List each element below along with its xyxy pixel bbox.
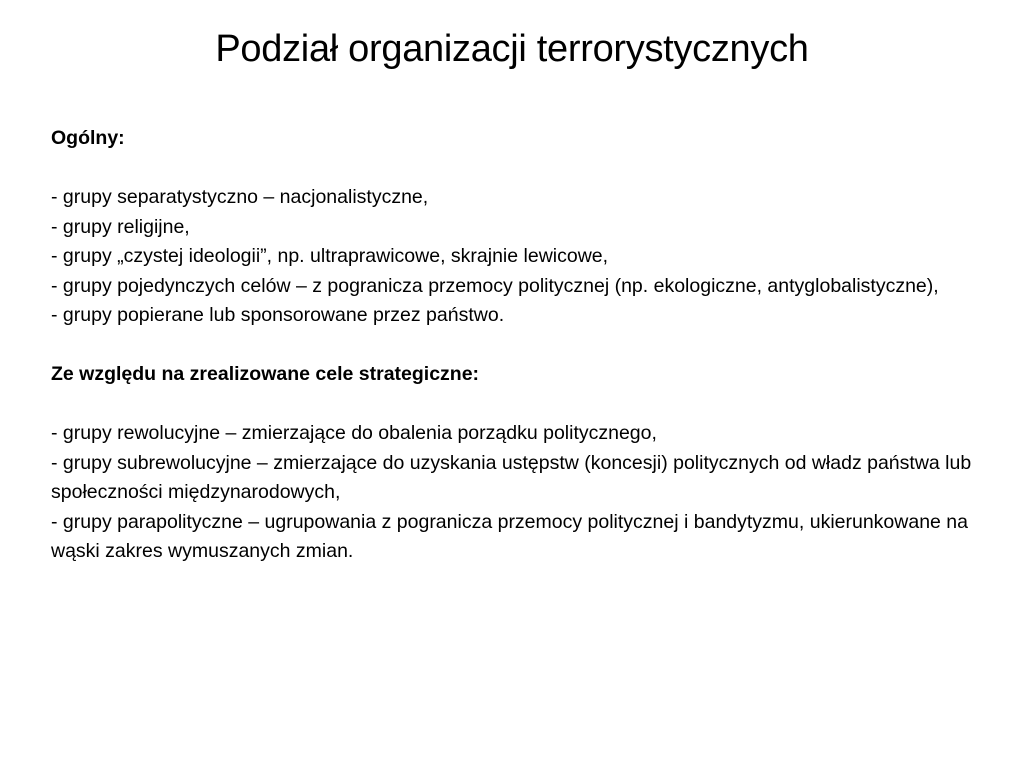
section-strategic xyxy=(51,360,981,567)
list-item-parapolitical: - grupy parapolityczne – ugrupowania z pogranicza przemocy politycznej i bandytyzmu, ukierunkowane na wąski zakres wymuszanych zmian. xyxy=(51,510,968,562)
list-item-religious: - grupy religijne, xyxy=(51,215,190,238)
list-item-revolutionary: - grupy rewolucyjne – zmierzające do obalenia porządku politycznego, xyxy=(51,422,657,444)
slide-content xyxy=(51,124,981,567)
section-heading-general: Ogólny: xyxy=(51,127,125,149)
list-item-state-sponsored: - grupy popierane lub sponsorowane przez państwo. xyxy=(51,304,505,326)
section-heading-strategic: Ze względu na zrealizowane cele strategiczne: xyxy=(51,363,480,385)
spacer xyxy=(51,331,981,361)
list-item-subrevolutionary: - grupy subrewolucyjne – zmierzające do uzyskania ustępstw (koncesji) politycznych od władz państwa lub społeczności międzynarodowych, xyxy=(51,451,972,503)
list-item-pure-ideology: - grupy „czystej ideologii”, np. ultraprawicowe, skrajnie lewicowe, xyxy=(51,245,609,267)
list-item-single-issue: - grupy pojedynczych celów – z pogranicza przemocy politycznej (np. ekologiczne, antyglobalistyczne), xyxy=(51,274,939,297)
spacer xyxy=(51,154,981,184)
section-general xyxy=(51,124,981,331)
list-item-separatist: - grupy separatystyczno – nacjonalistyczne, xyxy=(51,186,429,208)
slide-title: Podział organizacji terrorystycznych xyxy=(215,28,809,70)
spacer xyxy=(51,390,981,420)
